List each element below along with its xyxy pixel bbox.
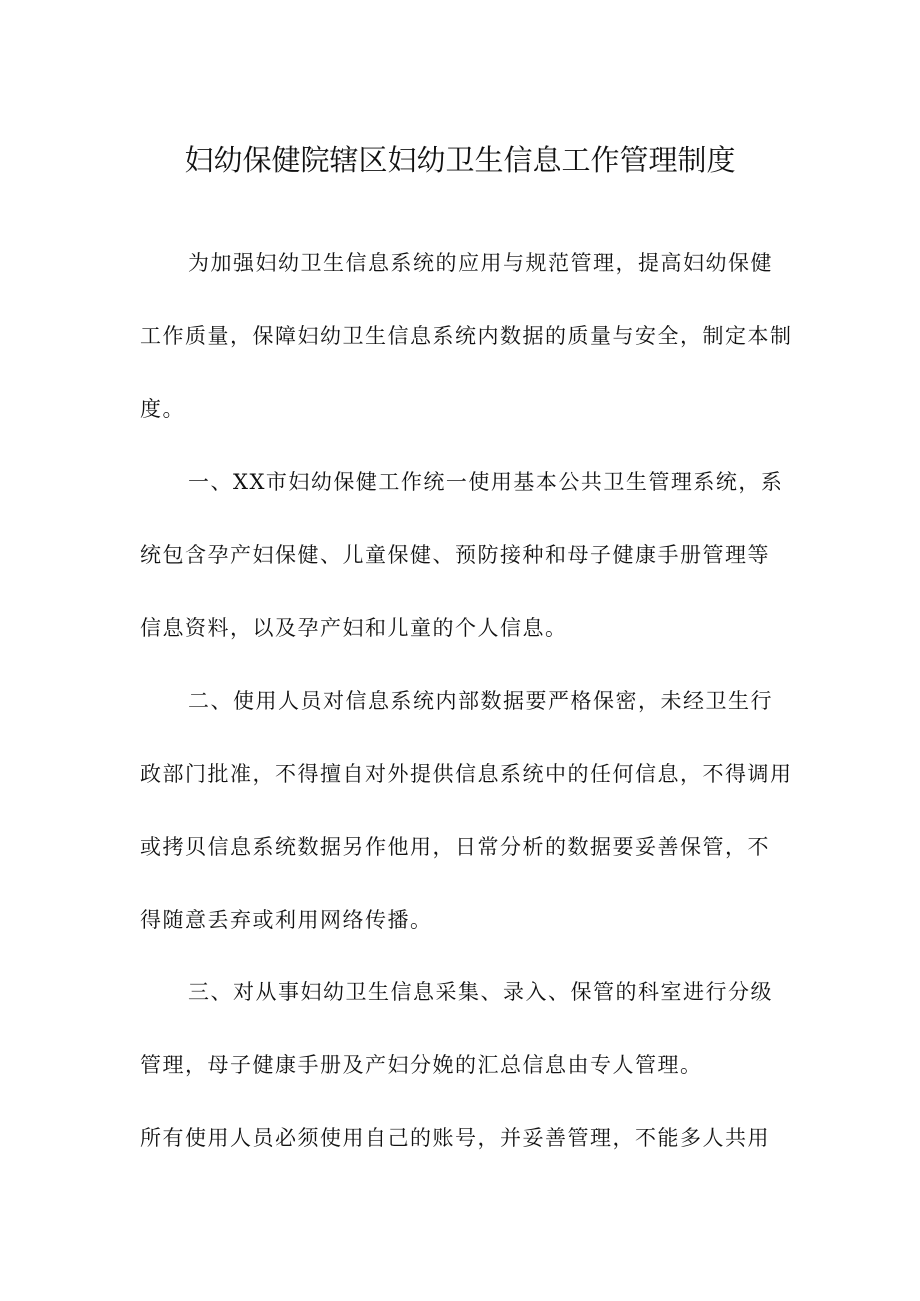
paragraph-line: 二、使用人员对信息系统内部数据要严格保密，未经卫生行 [188,689,773,713]
paragraph-line: 度。 [140,397,185,421]
paragraph-line: 得随意丢弃或利用网络传播。 [140,908,433,932]
paragraph-line: 政部门批准，不得擅自对外提供信息系统中的任何信息，不得调用 [140,762,793,786]
paragraph-line: 一、XX市妇幼保健工作统一使用基本公共卫生管理系统，系 [188,470,784,494]
paragraph-line: 为加强妇幼卫生信息系统的应用与规范管理，提高妇幼保健 [188,251,773,275]
document-title: 妇幼保健院辖区妇幼卫生信息工作管理制度 [184,143,736,177]
paragraph-line: 统包含孕产妇保健、儿童保健、预防接种和母子健康手册管理等 [140,543,770,567]
paragraph-item-3 [140,956,796,1102]
paragraph-line: 所有使用人员必须使用自己的账号，并妥善管理，不能多人共用 [140,1126,770,1150]
paragraph-item-1 [140,446,796,665]
paragraph-line: 或拷贝信息系统数据另作他用，日常分析的数据要妥善保管，不 [140,835,770,859]
paragraph-line: 工作质量，保障妇幼卫生信息系统内数据的质量与安全，制定本制 [140,324,793,348]
paragraph-intro [140,227,796,446]
paragraph-line: 信息资料，以及孕产妇和儿童的个人信息。 [140,616,568,640]
paragraph-line: 管理，母子健康手册及产妇分娩的汇总信息由专人管理。 [140,1053,703,1077]
paragraph-line: 三、对从事妇幼卫生信息采集、录入、保管的科室进行分级 [188,980,773,1004]
paragraph-continuation [140,1102,796,1175]
paragraph-item-2 [140,665,796,957]
